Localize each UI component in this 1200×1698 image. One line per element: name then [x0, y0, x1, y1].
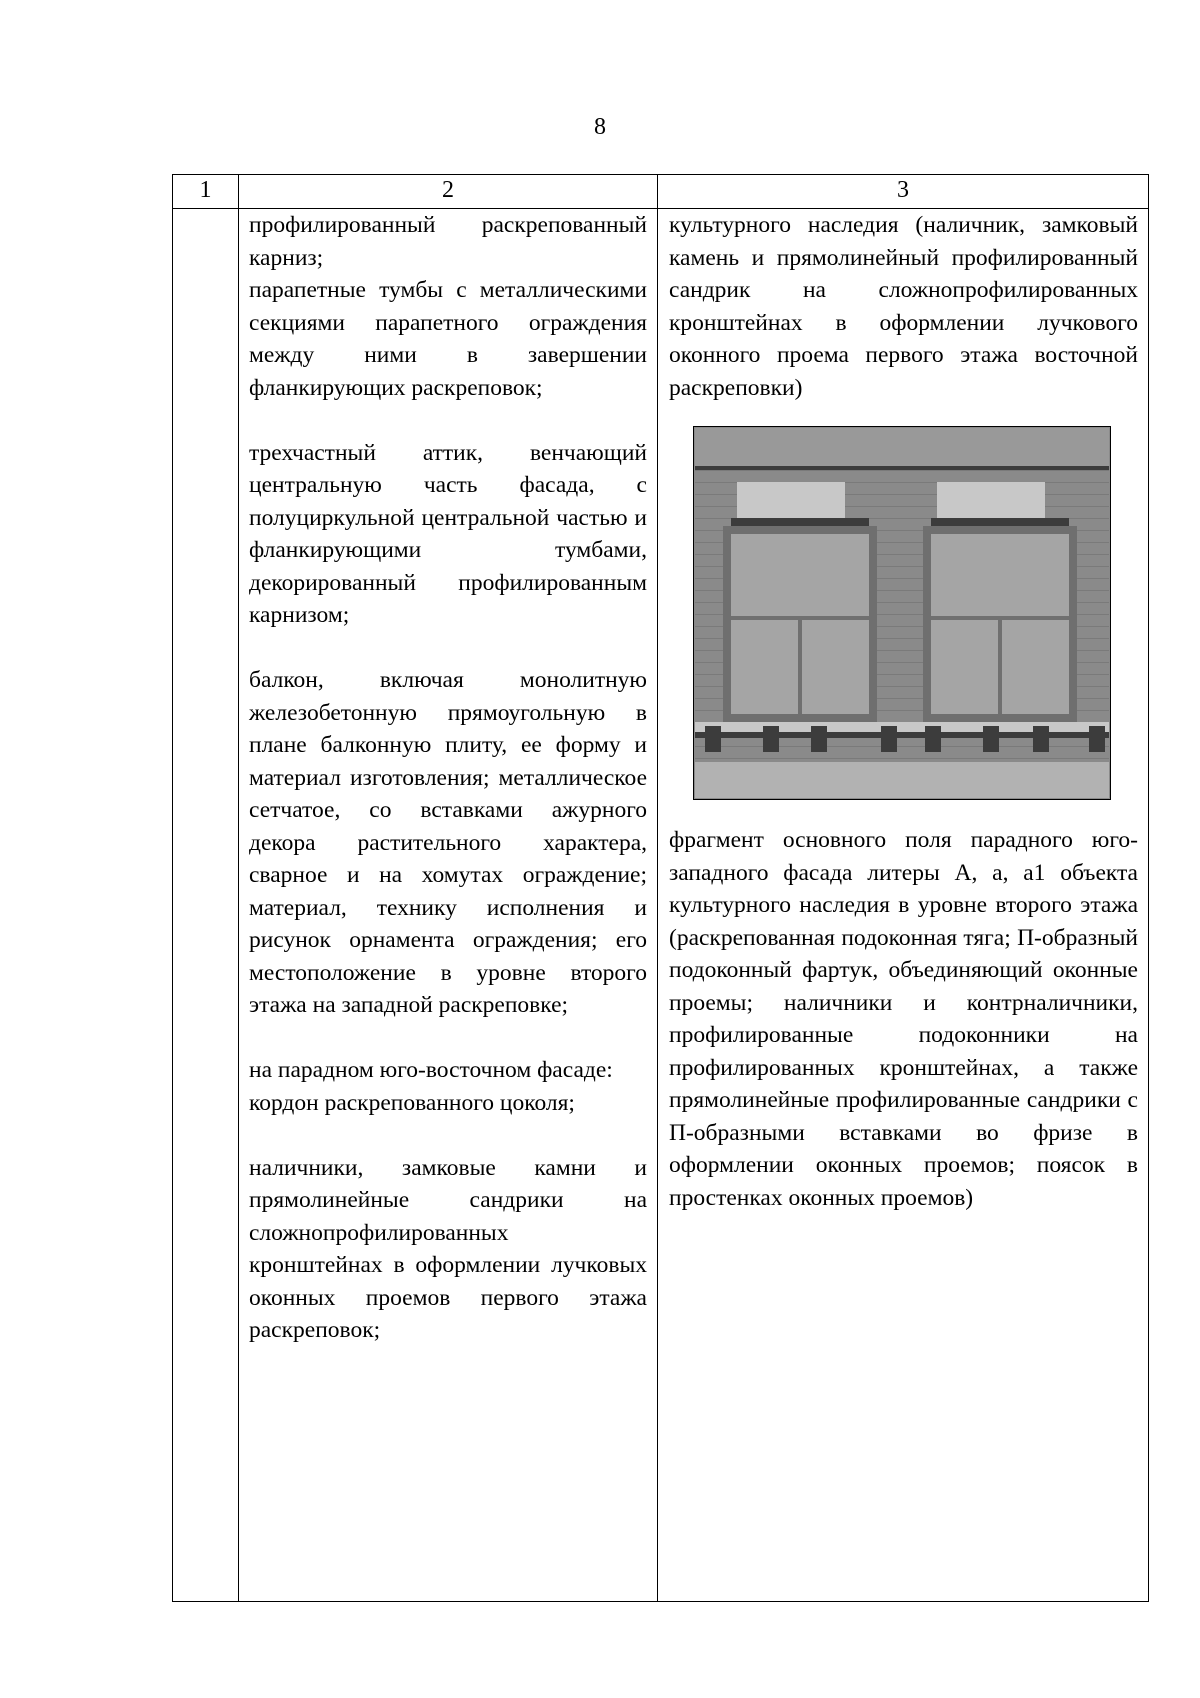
sandrik-shadow-2 [931, 518, 1069, 526]
bracket-5 [925, 726, 941, 752]
list-item: трехчастный аттик, венчающий центральную часть фасада, с полуциркульной центральной частью и фланкирующими тумбами, декорированный профилированным карнизом; [249, 439, 647, 628]
bracket-7 [1033, 726, 1049, 752]
bracket-2 [763, 726, 779, 752]
table-row [173, 209, 1149, 1602]
header-col-2: 2 [239, 175, 658, 209]
bracket-6 [983, 726, 999, 752]
cell-col-1 [173, 209, 239, 1602]
header-col-1: 1 [173, 175, 239, 209]
sandrik-2 [937, 482, 1045, 518]
sandrik-shadow-1 [731, 518, 869, 526]
brick-line [695, 470, 1109, 471]
list-item: профилированный раскрепованный карниз; [249, 212, 647, 271]
cell-col-2 [239, 209, 658, 1602]
sandrik-1 [737, 482, 845, 518]
bracket-1 [705, 726, 721, 752]
window-transom-1 [731, 616, 869, 620]
list-item: наличники, замковые камни и прямолинейные сандрики на сложнопрофилированных кронштейнах в оформлении лучковых оконных проемов первого этажа раскреповок; [249, 1154, 647, 1343]
cornice [695, 428, 1109, 468]
cell-col-3 [658, 209, 1149, 1602]
window-mullion-1 [798, 620, 802, 714]
list-item: на парадном юго-восточном фасаде: [249, 1057, 613, 1083]
facade-photo [693, 426, 1111, 800]
bracket-3 [811, 726, 827, 752]
bracket-8 [1089, 726, 1105, 752]
caption-top: культурного наследия (наличник, замковый камень и прямолинейный профилированный сандрик на сложнопрофилированных кронштейнах в оформлении лучкового оконного проема первого этажа восточной раскреповки) [669, 212, 1138, 401]
caption-bottom: фрагмент основного поля парадного юго-западного фасада литеры А, а, а1 объекта культурного наследия в уровне второго этажа (раскрепованная подоконная тяга; П-образный подоконный фартук, объединяющий оконные проемы; наличники и контрналичники, профилированные подоконники на профилированных кронштейнах, а также прямолинейные профилированные сандрики с П-образными вставками во фризе в оформлении оконных проемов; поясок в простенках оконных проемов) [669, 827, 1138, 1211]
list-item: парапетные тумбы с металлическими секциями парапетного ограждения между ними в завершении фланкирующих раскреповок; [249, 277, 647, 401]
brick-line [695, 758, 1109, 759]
lower-wall [695, 762, 1109, 798]
list-item: балкон, включая монолитную железобетонную прямоугольную в плане балконную плиту, ее форму и материал изготовления; металлическое сетчатое, со вставками ажурного декора растительного характера, сварное и на хомутах ограждение; материал, технику исполнения и рисунок орнамента ограждения; его местоположение в уровне второго этажа на западной раскреповке; [249, 667, 647, 1018]
list-item: кордон раскрепованного цоколя; [249, 1089, 575, 1116]
window-transom-2 [931, 616, 1069, 620]
header-col-3: 3 [658, 175, 1149, 209]
cornice-shadow [695, 466, 1109, 470]
window-mullion-2 [998, 620, 1002, 714]
bracket-4 [881, 726, 897, 752]
table-header-row [173, 175, 1149, 209]
facade-photo-icon [693, 426, 1111, 800]
page-number: 8 [594, 114, 606, 140]
content-table [172, 174, 1149, 1602]
